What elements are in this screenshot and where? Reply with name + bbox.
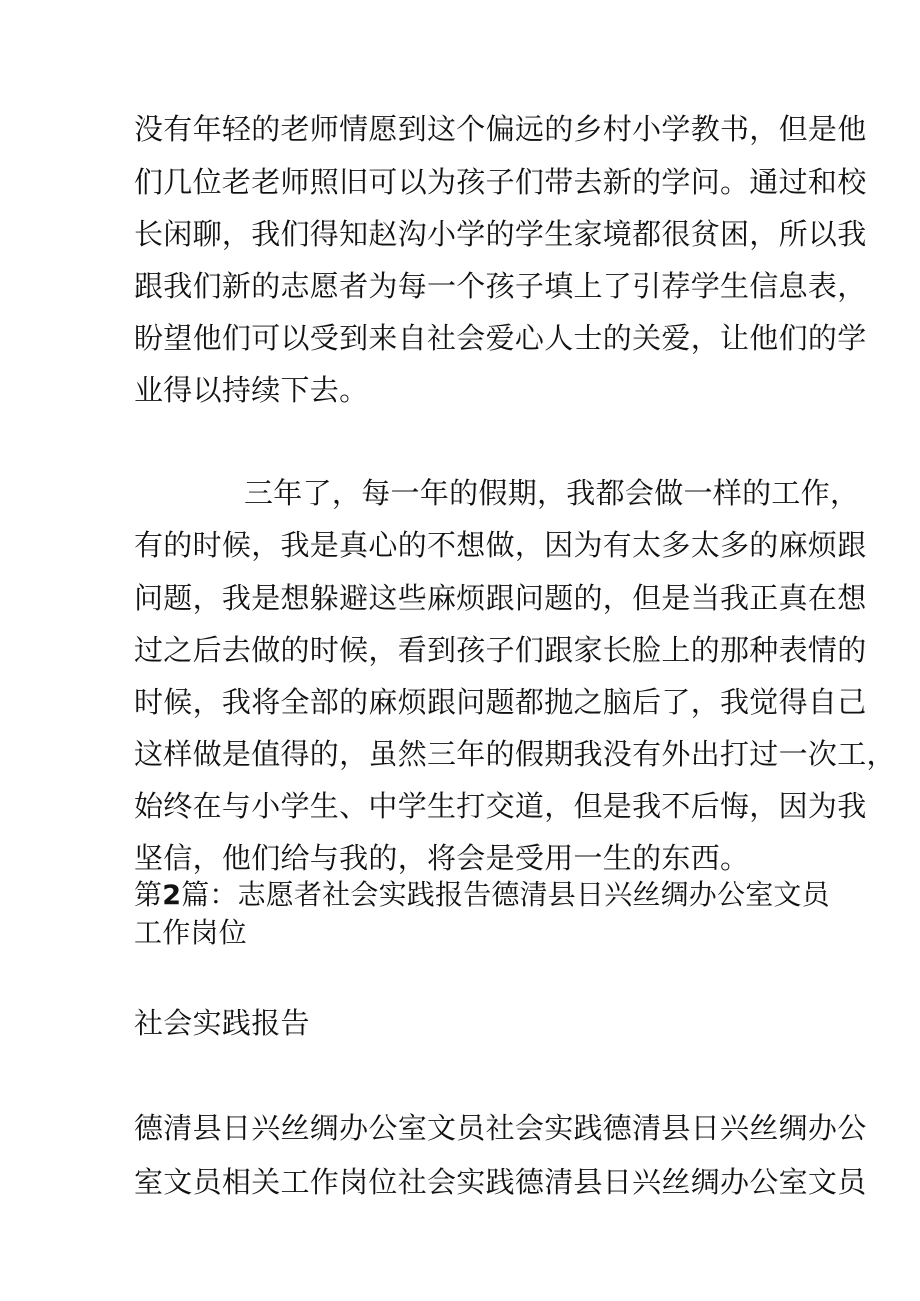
paragraph-3-line-1: 德清县日兴丝绸办公室文员社会实践德清县日兴丝绸办公 (134, 1111, 867, 1145)
paragraph-2-line-6: 这样做是值得的，虽然三年的假期我没有外出打过一次工， (134, 737, 896, 771)
section-title: 社会实践报告 (134, 1006, 310, 1040)
paragraph-2-line-4: 过之后去做的时候，看到孩子们跟家长脸上的那种表情的 (134, 633, 867, 667)
paragraph-2-line-8: 坚信，他们给与我的，将会是受用一生的东西。 (134, 841, 750, 875)
paragraph-1-line-6: 业得以持续下去。 (134, 373, 369, 407)
paragraph-1-line-4: 跟我们新的志愿者为每一个孩子填上了引荐学生信息表， (134, 269, 867, 303)
paragraph-3-line-2: 室文员相关工作岗位社会实践德清县日兴丝绸办公室文员 (134, 1165, 867, 1199)
paragraph-1-line-5: 盼望他们可以受到来自社会爱心人士的关爱，让他们的学 (134, 321, 867, 355)
paragraph-1-line-3: 长闲聊，我们得知赵沟小学的学生家境都很贫困，所以我 (134, 217, 867, 251)
paragraph-2-line-3: 问题，我是想躲避这些麻烦跟问题的，但是当我正真在想 (134, 581, 867, 615)
heading-prefix: 第 (134, 878, 163, 911)
article-heading-line-2: 工作岗位 (134, 916, 247, 949)
paragraph-1-line-2: 们几位老老师照旧可以为孩子们带去新的学问。通过和校 (134, 165, 867, 199)
heading-title: 篇：志愿者社会实践报告德清县日兴丝绸办公室文员 (181, 878, 830, 911)
paragraph-2-line-1: 三年了，每一年的假期，我都会做一样的工作， (244, 476, 860, 510)
paragraph-2-line-5: 时候，我将全部的麻烦跟问题都抛之脑后了，我觉得自己 (134, 685, 867, 719)
paragraph-2-line-7: 始终在与小学生、中学生打交道，但是我不后悔，因为我 (134, 789, 867, 823)
paragraph-1-line-1: 没有年轻的老师情愿到这个偏远的乡村小学教书，但是他 (134, 112, 867, 146)
article-heading-line-1 (134, 875, 830, 916)
paragraph-2-line-2: 有的时候，我是真心的不想做，因为有太多太多的麻烦跟 (134, 528, 867, 562)
heading-number: 2 (162, 880, 182, 911)
